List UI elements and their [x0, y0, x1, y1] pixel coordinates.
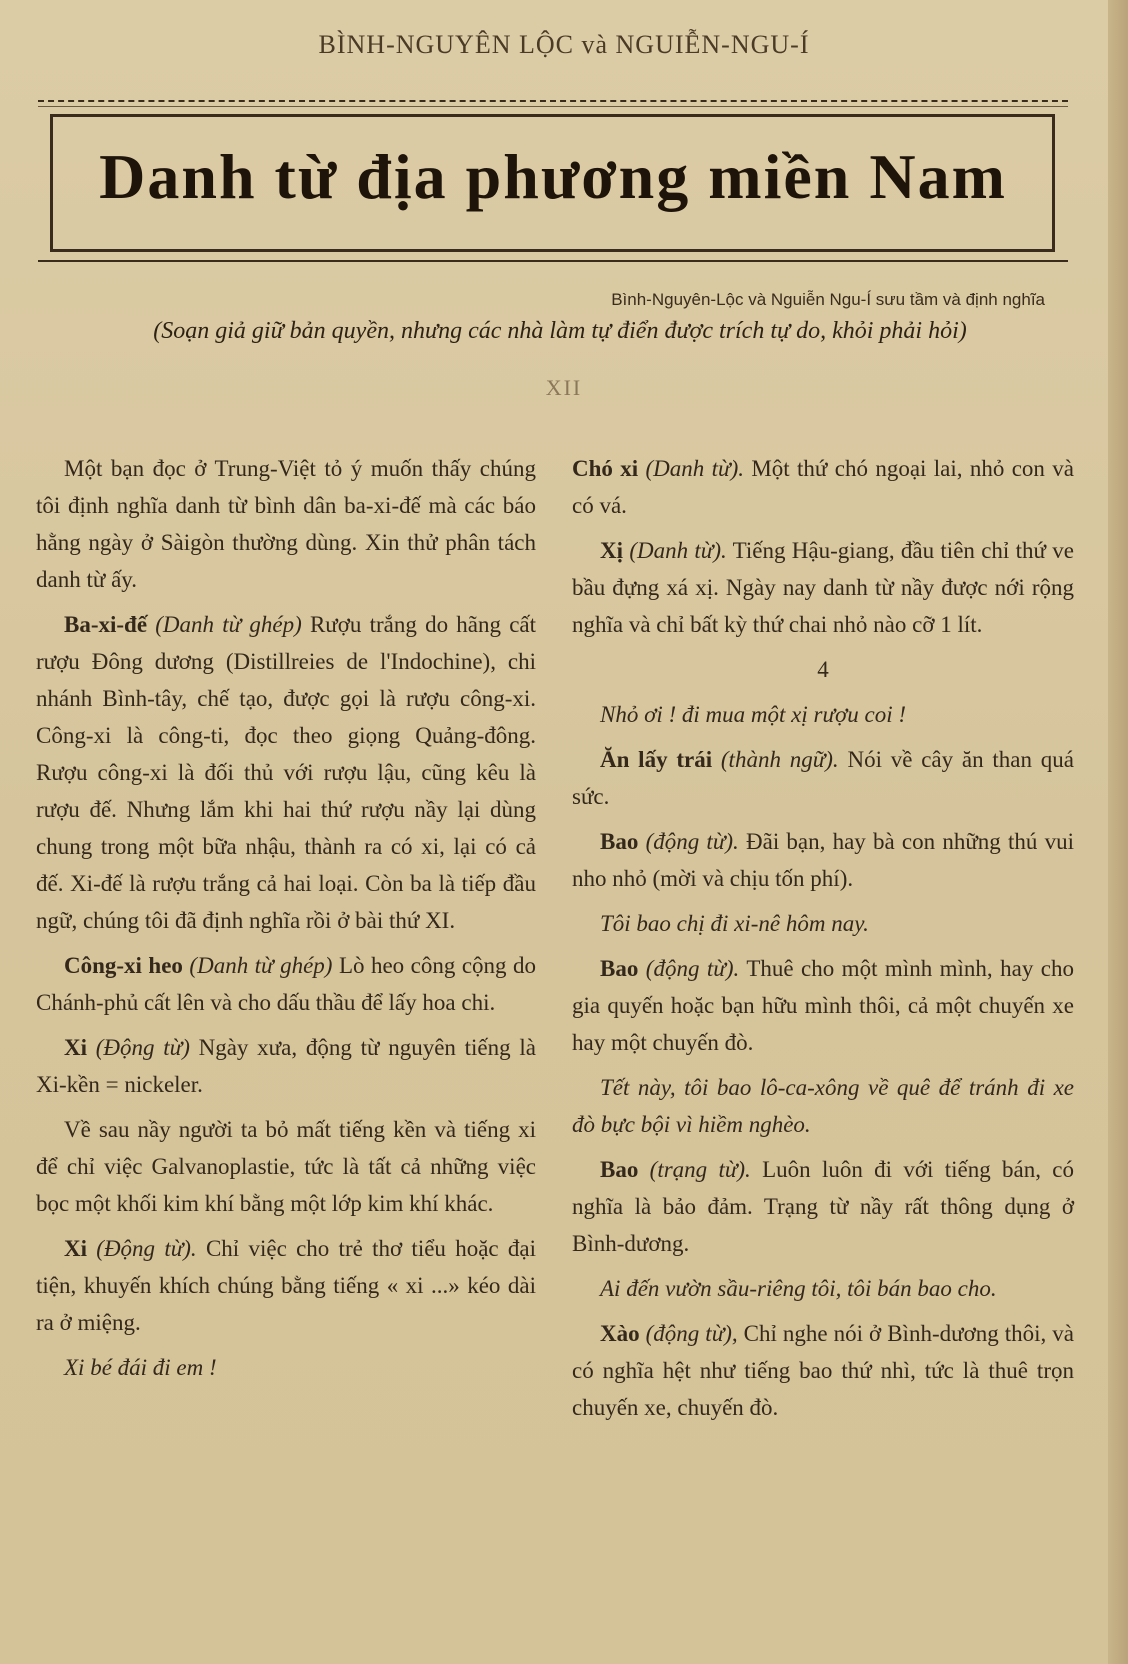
frame-top-rule-thin: [38, 106, 1068, 107]
definition: Đãi bạn, hay bà con những thú vui nho nhỏ (mời và chịu tốn phí).: [572, 829, 1075, 891]
headword: Bao: [600, 829, 639, 854]
entry-xi-verb-1: [36, 1029, 536, 1103]
grammar-label: (động từ),: [645, 1321, 738, 1346]
grammar-label: (Danh từ).: [629, 538, 727, 563]
example-sentence: Nhỏ ơi ! đi mua một xị rượu coi !: [600, 702, 907, 727]
grammar-label: (Động từ): [95, 1035, 190, 1060]
entry-xao: [572, 1315, 1074, 1426]
copyright-notice: (Soạn giả giữ bản quyền, nhưng các nhà làm tự điển được trích tự do, khỏi phải hỏi): [153, 318, 967, 344]
headword: Chó xi: [572, 456, 639, 481]
headword: Ba-xi-đế: [64, 612, 148, 637]
definition: Chỉ việc cho trẻ thơ tiểu hoặc đại tiện, khuyến khích chúng bằng tiếng « xi ...» kéo dài ra ở miệng.: [36, 1236, 536, 1335]
frame-bottom-rule: [38, 260, 1068, 262]
entry-xi-noun: [572, 532, 1074, 643]
grammar-label: (Danh từ).: [645, 456, 744, 481]
example-sentence: Ai đến vườn sầu-riêng tôi, tôi bán bao cho.: [600, 1276, 997, 1301]
headword: Công-xi heo: [64, 953, 183, 978]
entry-cho-xi: [572, 450, 1074, 524]
entry-xi-verb-1-continued: Về sau nầy người ta bỏ mất tiếng kền và tiếng xi để chỉ việc Galvanoplastie, tức là tất cả những việc bọc một khối kim khí bằng một lớp kim khí khác.: [36, 1117, 536, 1216]
headword: Xị: [600, 538, 623, 563]
grammar-label: (trạng từ).: [649, 1157, 751, 1182]
entry-cong-xi-heo: [36, 947, 536, 1021]
example-sentence: Tết này, tôi bao lô-ca-xông về quê để tránh đi xe đò bực bội vì hiềm nghèo.: [572, 1075, 1074, 1137]
entry-ba-xi-de: [36, 606, 536, 939]
grammar-label: (Động từ).: [96, 1236, 197, 1261]
entry-bao-1: [572, 823, 1074, 897]
headword: Xào: [600, 1321, 640, 1346]
title-frame: [38, 100, 1068, 268]
definition: Rượu trắng do hãng cất rượu Đông dương (Distillreies de l'Indochine), chi nhánh Bình-tây, chế tạo, được gọi là rượu công-xi. Công-xi là công-ti, đọc theo giọng Quảng-đông. Rượu công-xi là đối thủ với rượu lậu, cũng kêu là rượu đế. Nhưng lắm khi hai thứ rượu nầy lại dùng chung trong một bữa nhậu, thành ra có xi, lại có cả đế. Xi-đế là rượu trắng cả hai loại. Còn ba là tiếp đầu ngữ, chúng tôi đã định nghĩa rồi ở bài thứ XI.: [36, 612, 537, 933]
example-sentence: Xi bé đái đi em !: [64, 1355, 217, 1380]
definition: Thuê cho một mình mình, hay cho gia quyến hoặc bạn hữu mình thôi, cả một chuyến xe hay một chuyến đò.: [572, 956, 1074, 1055]
left-column: [36, 450, 536, 1394]
byline: Bình-Nguyên-Lộc và Nguiễn Ngu-Í sưu tầm và định nghĩa: [611, 290, 1045, 309]
entry-an-lay-trai: [572, 741, 1074, 815]
section-number: XII: [545, 375, 583, 400]
grammar-label: (Danh từ ghép): [189, 953, 333, 978]
entry-xi-verb-2: [36, 1230, 536, 1341]
entry-bao-3: [572, 1151, 1074, 1262]
example-sentence: Tôi bao chị đi xi-nê hôm nay.: [600, 911, 869, 936]
grammar-label: (động từ).: [645, 956, 740, 981]
definition: Chỉ nghe nói ở Bình-dương thôi, và có nghĩa hệt như tiếng bao thứ nhì, tức là thuê trọn chuyến xe, chuyến đò.: [572, 1321, 1074, 1420]
headword: Ăn lấy trái: [600, 747, 713, 772]
headword: Bao: [600, 1157, 639, 1182]
headword: Xi: [64, 1236, 87, 1261]
headword: Bao: [600, 956, 639, 981]
headword: Xi: [64, 1035, 87, 1060]
entry-bao-2: [572, 950, 1074, 1061]
article-title: Danh từ địa phương miền Nam: [99, 141, 1007, 212]
definition: Một thứ chó ngoại lai, nhỏ con và có vá.: [572, 456, 1074, 518]
right-column: [572, 450, 1074, 1434]
grammar-label: (thành ngữ).: [720, 747, 839, 772]
definition: Tiếng Hậu-giang, đầu tiên chỉ thứ ve bầu đựng xá xị. Ngày nay danh từ nầy được nới rộng nghĩa và chỉ bất kỳ thứ chai nhỏ nào cỡ 1 lít.: [572, 538, 1074, 637]
grammar-label: (Danh từ ghép): [155, 612, 302, 637]
grammar-label: (động từ).: [645, 829, 739, 854]
page-number: 4: [817, 657, 829, 682]
definition: Nói về cây ăn than quá sức.: [572, 747, 1074, 809]
definition: Luôn luôn đi với tiếng bán, có nghĩa là bảo đảm. Trạng từ nầy rất thông dụng ở Bình-dương.: [572, 1157, 1075, 1256]
definition: Ngày xưa, động từ nguyên tiếng là Xi-kền = nickeler.: [36, 1035, 536, 1097]
definition: Lò heo công cộng do Chánh-phủ cất lên và cho dấu thầu để lấy hoa chi.: [36, 953, 537, 1015]
intro-paragraph: Một bạn đọc ở Trung-Việt tỏ ý muốn thấy chúng tôi định nghĩa danh từ bình dân ba-xi-đế mà các báo hằng ngày ở Sàigòn thường dùng. Xin thử phân tách danh từ ấy.: [36, 456, 536, 592]
running-header: BÌNH-NGUYÊN LỘC và NGUIỄN-NGU-Í: [318, 30, 810, 59]
